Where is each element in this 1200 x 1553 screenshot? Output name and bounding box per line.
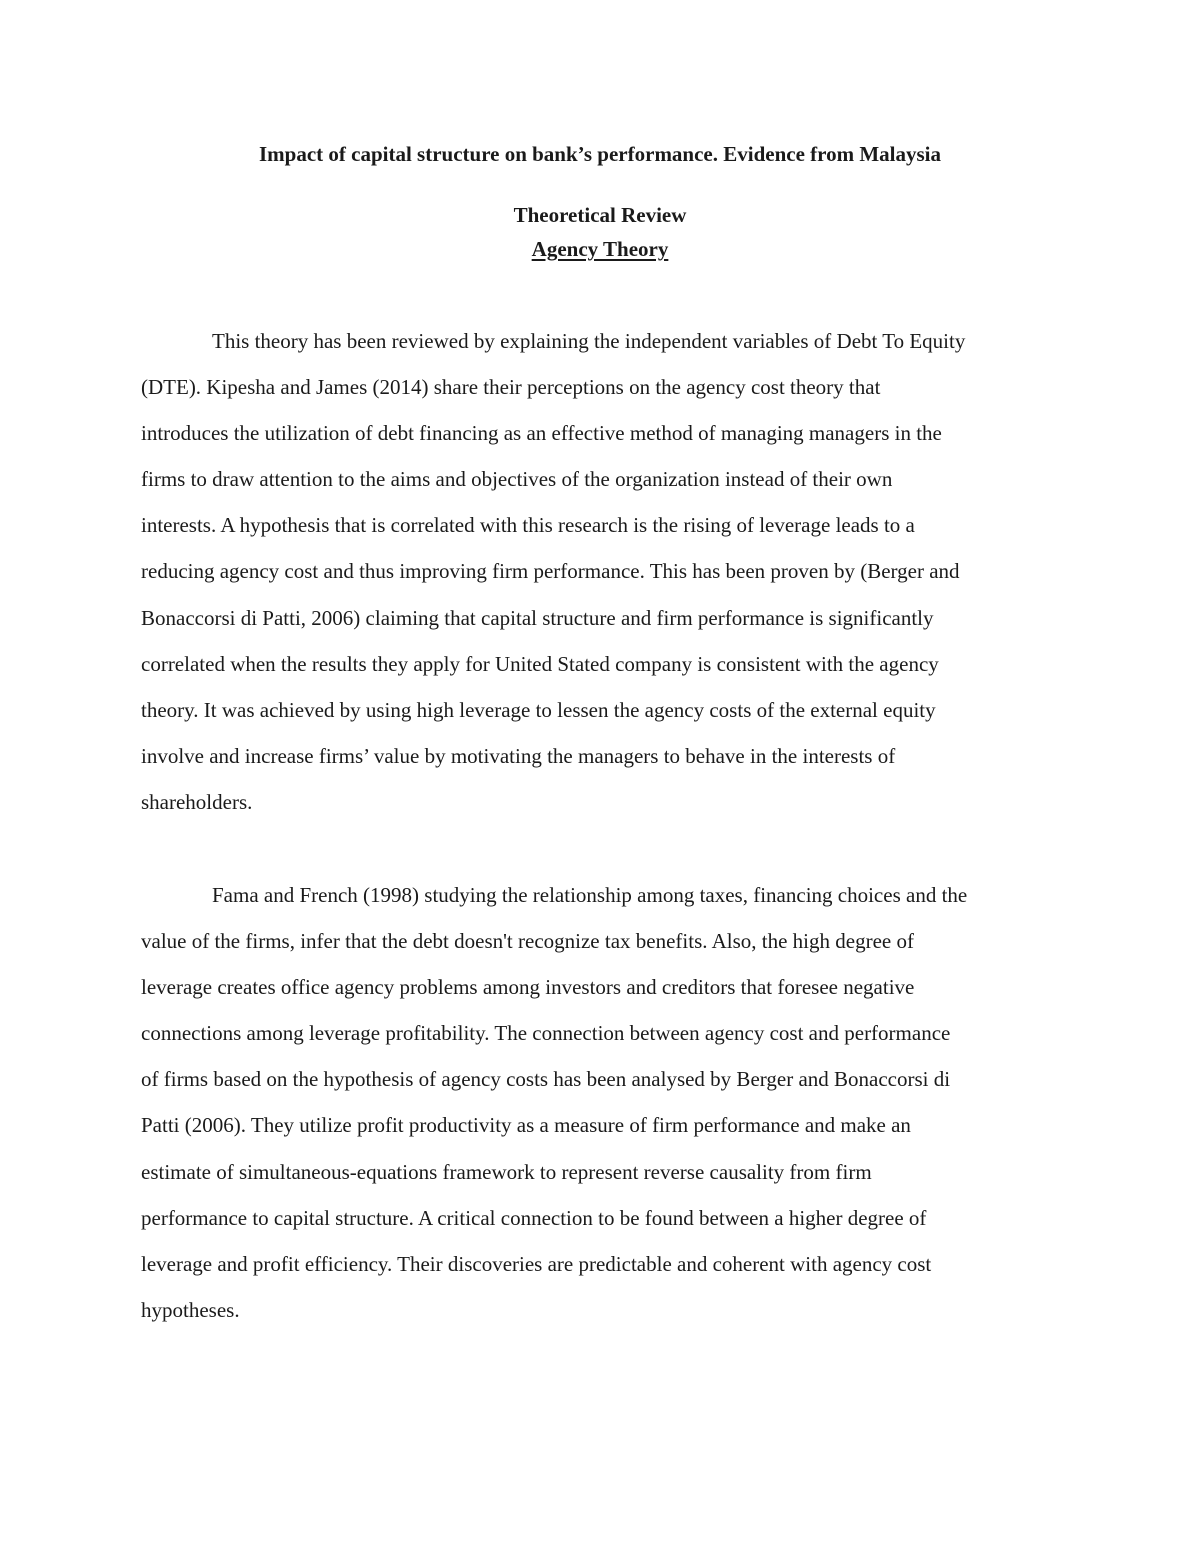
paragraph-line: interests. A hypothesis that is correlated with this research is the rising of leverage leads to a	[141, 513, 915, 538]
document-title: Impact of capital structure on bank’s performance. Evidence from Malaysia	[258, 142, 942, 166]
paragraph-line: value of the firms, infer that the debt doesn't recognize tax benefits. Also, the high degree of	[141, 929, 914, 954]
subsection-heading: Agency Theory	[531, 237, 669, 261]
paragraph-line: hypotheses.	[141, 1297, 240, 1322]
paragraph-line: firms to draw attention to the aims and objectives of the organization instead of their own	[141, 467, 893, 492]
paragraph-line: This theory has been reviewed by explaining the independent variables of Debt To Equity	[212, 329, 966, 353]
paragraph-line: Patti (2006). They utilize profit productivity as a measure of firm performance and make an	[141, 1113, 911, 1138]
paragraph-line: (DTE). Kipesha and James (2014) share their perceptions on the agency cost theory that	[141, 375, 881, 400]
paragraph-line: correlated when the results they apply for United Stated company is consistent with the agency	[141, 651, 939, 676]
paragraph-line: estimate of simultaneous-equations framework to represent reverse causality from firm	[141, 1159, 872, 1184]
paragraph-line: introduces the utilization of debt financing as an effective method of managing managers in the	[141, 421, 942, 446]
paragraph-line: connections among leverage profitability. The connection between agency cost and performance	[141, 1021, 951, 1046]
paragraph-line: performance to capital structure. A critical connection to be found between a higher degree of	[141, 1205, 927, 1230]
paragraph-line: of firms based on the hypothesis of agency costs has been analysed by Berger and Bonaccorsi di	[141, 1067, 951, 1092]
paragraph-line: Bonaccorsi di Patti, 2006) claiming that capital structure and firm performance is significantly	[141, 605, 934, 630]
paragraph-line: involve and increase firms’ value by motivating the managers to behave in the interests of	[141, 743, 896, 768]
paragraph-line: shareholders.	[141, 789, 253, 814]
paragraph-2	[141, 872, 1059, 1333]
paragraph-line: theory. It was achieved by using high leverage to lessen the agency costs of the external equity	[141, 697, 936, 722]
paragraph-1	[141, 318, 1059, 825]
paragraph-line: leverage creates office agency problems among investors and creditors that foresee negative	[141, 975, 915, 1000]
paragraph-line: leverage and profit efficiency. Their discoveries are predictable and coherent with agency cost	[141, 1251, 932, 1276]
paragraph-line: Fama and French (1998) studying the relationship among taxes, financing choices and the	[212, 883, 968, 907]
paragraph-line: reducing agency cost and thus improving firm performance. This has been proven by (Berger and	[141, 559, 960, 584]
section-heading: Theoretical Review	[513, 203, 687, 227]
